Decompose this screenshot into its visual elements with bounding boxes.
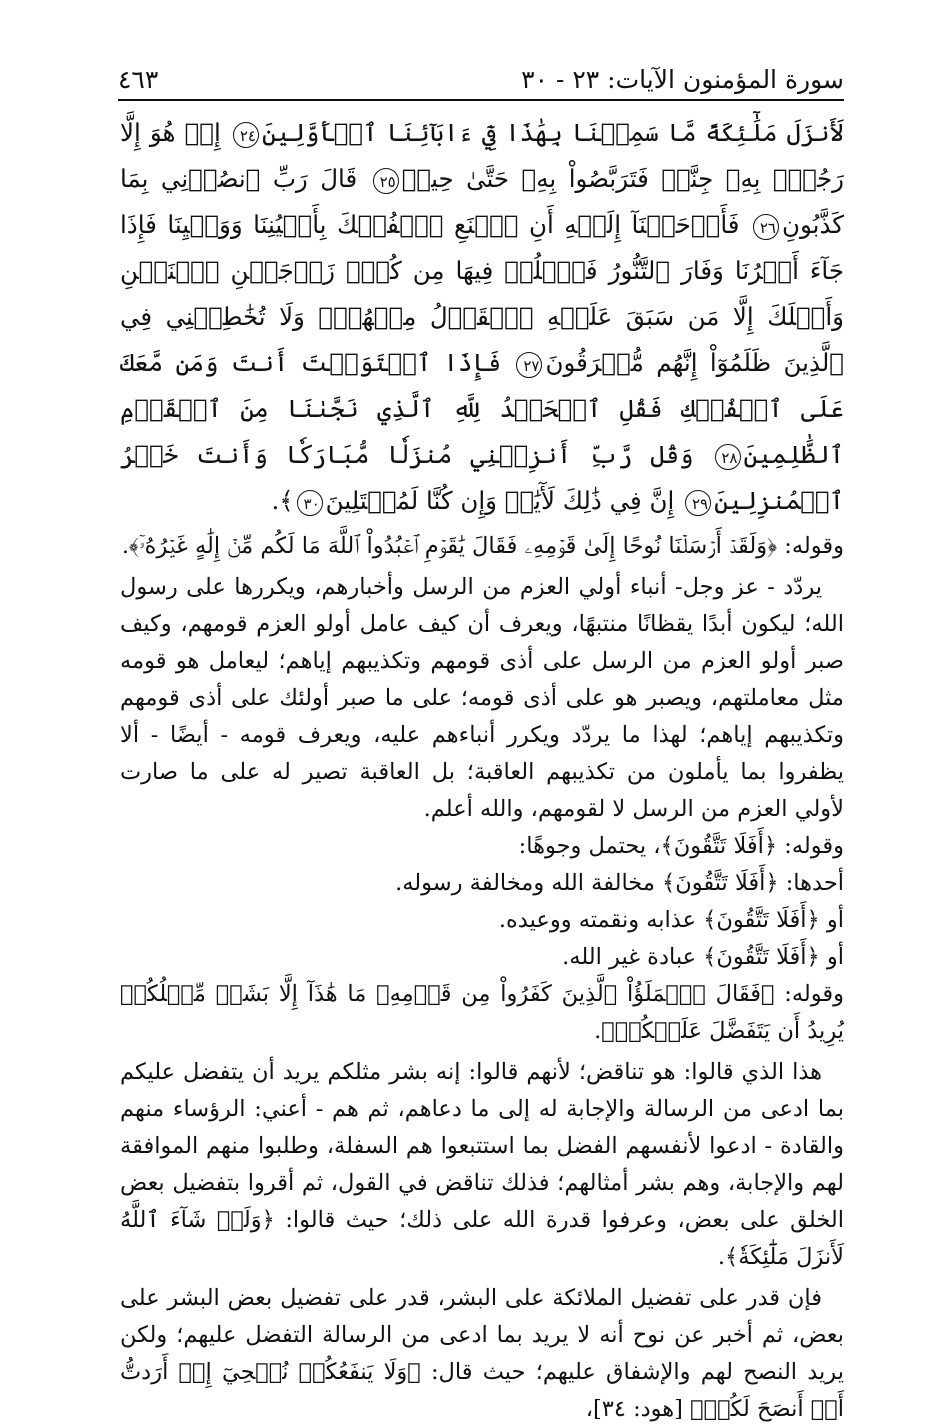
commentary-paragraph: يردّد - عز وجل- أنباء أولي العزم من الرسل وأخبارهم، ويكررها على رسول الله؛ ليكون أبدًا يقظانًا منتبهًا، ويعرف أن كيف عامل أولو العزم قومهم، وكيف صبر أولو العزم من الرسل على أذى قومهم وتكذيبهم إياهم؛ ليعامل هو قومه مثل معاملتهم، ويصبر هو على أذى قومه؛ على ما صبر أولئك على أذى قومهم وتكذيبهم إياهم؛ لهذا ما يردّد ويكرر أنباءهم عليه، ويعرف قومه - أيضًا - ألا يظفروا بما يأملون من تكذيبهم العاقبة؛ بل العاقبة تصير له على ما صارت لأولي العزم من الرسل لا لقومهم، والله أعلم. xyxy=(120,574,844,822)
commentary-paragraph: أو ﴿أَفَلَا تَتَّقُونَ﴾ عبادة غير الله. xyxy=(562,944,844,970)
ayah-number-marker: ٢٤ xyxy=(233,122,259,148)
commentary-paragraph: أحدها: ﴿أَفَلَا تَتَّقُونَ﴾ مخالفة الله ومخالفة رسوله. xyxy=(395,870,844,896)
commentary-paragraph: وقوله: ﴿فَقَالَ ٱلۡمَلَؤُاْ ٱلَّذِينَ كَفَرُواْ مِن قَوۡمِهِۦ مَا هَٰذَآ إِلَّا بَشَرٞ مِّثۡلُكُمۡ يُرِيدُ أَن يَتَفَضَّلَ عَلَيۡكُمۡ﴾. xyxy=(120,981,844,1044)
running-title: سورة المؤمنون الآيات: ٢٣ - ٣٠ xyxy=(521,65,844,94)
commentary-paragraph: هذا الذي قالوا: هو تناقض؛ لأنهم قالوا: إنه بشر مثلكم يريد أن يتفضل عليكم بما ادعى من الرسالة والإجابة له إلى ما دعاهم، ثم هم - أعني: الرؤساء منهم والقادة - ادعوا لأنفسهم الفضل بما استتبعوا هم السفلة، وطلبوا منهم الموافقة لهم والإجابة، وهم بشر أمثالهم؛ فذلك تناقض في القول، ثم أقروا بتفضيل بعض الخلق على بعض، وعرفوا قدرة الله على ذلك؛ حيث قالوا: ﴿وَلَوۡ شَآءَ ٱللَّهُ لَأَنزَلَ مَلَٰٓئِكَةٗ﴾. xyxy=(120,1059,844,1270)
closing-bracket: ﴾. xyxy=(271,486,294,515)
ayah-number-marker: ٢٦ xyxy=(753,214,779,240)
verse-text: قَالَ رَبِّ ٱنصُرۡنِي بِمَا كَذَّبُونِ xyxy=(120,164,844,239)
commentary-paragraph: فإن قدر على تفضيل الملائكة على البشر، قدر على تفضيل بعض البشر على بعض، ثم أخبر عن نوح أنه لا يريد بما ادعى من الرسالة التفضل عليهم؛ ولكن يريد النصح لهم والإشفاق عليهم؛ حيث قال: ﴿وَلَا يَنفَعُكُمۡ نُصۡحِيٓ إِنۡ أَرَدتُّ أَنۡ أَنصَحَ لَكُمۡ﴾ [هود: ٣٤]، xyxy=(120,1285,844,1422)
quran-verses-block xyxy=(120,110,844,524)
verse-text: فَأَوۡحَيۡنَآ إِلَيۡهِ أَنِ ٱصۡنَعِ ٱلۡفُلۡكَ بِأَعۡيُنِنَا وَوَحۡيِنَا فَإِذَا جَآءَ أَمۡرُنَا وَفَارَ ٱلتَّنُّورُ فَٱسۡلُكۡ فِيهَا مِن كُلّٖ زَوۡجَيۡنِ ٱثۡنَيۡنِ وَأَهۡلَكَ إِلَّا مَن سَبَقَ عَلَيۡهِ ٱلۡقَوۡلُ مِنۡهُمۡۖ وَلَا تُخَٰطِبۡنِي فِي ٱلَّذِينَ ظَلَمُوٓاْ إِنَّهُم مُّغۡرَقُونَ xyxy=(120,210,844,377)
header-divider xyxy=(118,99,844,101)
ayah-number-marker: ٢٧ xyxy=(516,352,542,378)
verse-text: وَقُل رَّبِّ أَنزِلۡنِي مُنزَلٗا مُّبَارَكٗا وَأَنتَ خَيۡرُ ٱلۡمُنزِلِينَ xyxy=(120,440,844,515)
ayah-number-marker: ٢٥ xyxy=(373,168,399,194)
commentary-paragraph: وقوله: ﴿أَفَلَا تَتَّقُونَ﴾، يحتمل وجوهًا: xyxy=(518,833,844,859)
page-header xyxy=(118,48,844,98)
verse-text: لَأَنزَلَ مَلَٰٓئِكَةً مَّا سَمِعۡنَا بِهَٰذَا فِيٓ ءَابَآئِنَا ٱلۡأَوَّلِينَ xyxy=(261,118,844,147)
commentary-paragraph: أو ﴿أَفَلَا تَتَّقُونَ﴾ عذابه ونقمته ووعيده. xyxy=(498,907,844,933)
page-body xyxy=(120,110,844,1428)
commentary-paragraph: وقوله: ﴿وَلَقَدۡ أَرۡسَلۡنَا نُوحًا إِلَىٰ قَوۡمِهِۦ فَقَالَ يَٰقَوۡمِ ٱعۡبُدُواْ ٱللَّهَ مَا لَكُم مِّنۡ إِلَٰهٍ غَيۡرُهُۥٓ﴾. xyxy=(121,533,844,559)
ayah-number-marker: ٢٩ xyxy=(685,490,711,516)
ayah-number-marker: ٢٨ xyxy=(715,444,741,470)
verse-text: إِنَّ فِي ذَٰلِكَ لَأٓيَٰتٖ وَإِن كُنَّا لَمُبۡتَلِينَ xyxy=(325,486,675,515)
ayah-number-marker: ٣٠ xyxy=(297,490,323,516)
page-number: ٤٦٣ xyxy=(118,65,159,94)
verse-text: فَإِذَا ٱسۡتَوَيۡتَ أَنتَ وَمَن مَّعَكَ عَلَى ٱلۡفُلۡكِ فَقُلِ ٱلۡحَمۡدُ لِلَّهِ ٱلَّذِي نَجَّىٰنَا مِنَ ٱلۡقَوۡمِ ٱلظَّٰلِمِينَ xyxy=(120,348,844,469)
verse-text: إِنۡ هُوَ إِلَّا رَجُلُۢ بِهِۦ جِنَّةٞ فَتَرَبَّصُواْ بِهِۦ حَتَّىٰ حِينٖ xyxy=(120,118,844,193)
